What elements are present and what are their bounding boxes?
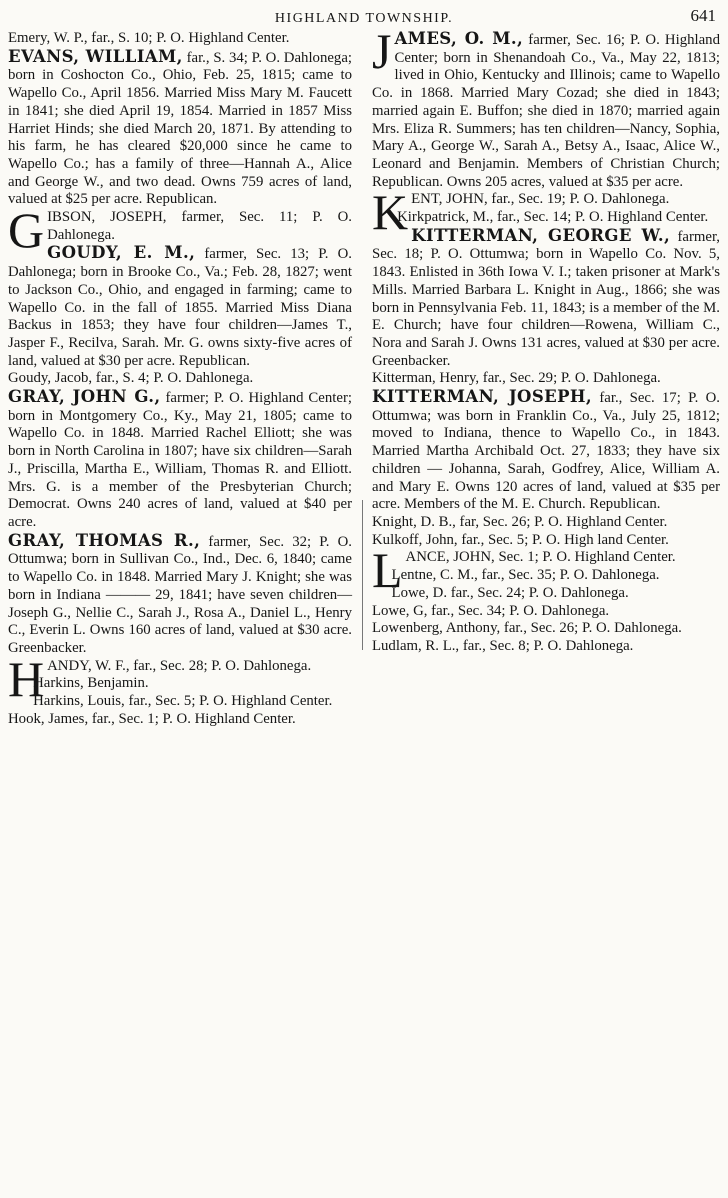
entry-text: Kirkpatrick, M., far., Sec. 14; P. O. Highland Center. — [397, 209, 709, 226]
entry-text: ANDY, W. F., far., Sec. 28; P. O. Dahlonega. — [47, 657, 312, 674]
entry-text: Kulkoff, John, far., Sec. 5; P. O. High land Center. — [372, 531, 669, 548]
biography-entry — [8, 244, 352, 370]
entry-text: Harkins, Louis, far., Sec. 5; P. O. Highland Center. — [33, 693, 333, 710]
entry-text: Hook, James, far., Sec. 1; P. O. Highland Center. — [8, 710, 296, 727]
biography-entry — [372, 388, 720, 514]
entry-name: GRAY, THOMAS R., — [8, 530, 201, 550]
directory-entry — [8, 30, 352, 48]
entry-text: IBSON, JOSEPH, farmer, Sec. 11; P. O. Dahlonega. — [47, 209, 352, 243]
biography-entry — [372, 227, 720, 371]
column-divider — [362, 500, 363, 650]
entry-name: AMES, O. M., — [394, 29, 524, 48]
entry-text: Goudy, Jacob, far., S. 4; P. O. Dahlonega. — [8, 370, 254, 387]
entry-name: GOUDY, E. M., — [47, 243, 196, 263]
entry-text: far., Sec. 17; P. O. Ottumwa; was born in Franklin Co., Va., July 25, 1812; moved to Indiana, thence to Wapello Co., in 1843. Married Martha Archibald Oct. 27, 1833; they have six children — Johanna, Sarah, Godfrey, Alice, William A. and Mary E. Owns 120 acres of land, valued at $35 per acre. Members of the M. E. Church. Republican. — [372, 390, 720, 513]
biography-entry — [8, 388, 352, 532]
entry-text: farmer, Sec. 16; P. O. Highland Center; born in Shenandoah Co., Va., May 22, 1813; lived in Ohio, Kentucky and Illinois; came to Wapello Co. in 1868. Married Mary Cozad; she died in 1843; married again E. Buffon; she died in 1870; married again Mrs. Eliza R. Summers; has ten children—Nancy, Sophia, Mary A., George W., Sarah A., Betsy A., Isaac, Alice W., Leonard and Benjamin. Members of Christian Church; Republican. Owns 205 acres, valued at $35 per acre. — [372, 32, 720, 190]
directory-entry — [372, 209, 720, 227]
directory-entry — [372, 370, 720, 388]
directory-entry — [8, 711, 352, 729]
entry-text: Harkins, Benjamin. — [33, 675, 149, 692]
drop-cap-letter: L — [372, 542, 403, 599]
entry-text: Lowe, G, far., Sec. 34; P. O. Dahlonega. — [372, 602, 610, 619]
entry-text: ENT, JOHN, far., Sec. 19; P. O. Dahlonega. — [411, 191, 670, 208]
entry-text: ANCE, JOHN, Sec. 1; P. O. Highland Center. — [405, 549, 676, 566]
directory-entry — [372, 567, 720, 585]
entry-text: Lowenberg, Anthony, far., Sec. 26; P. O. Dahlonega. — [372, 620, 682, 637]
directory-entry — [372, 620, 720, 638]
entry-text: farmer, Sec. 32; P. O. Ottumwa; born in Sullivan Co., Ind., Dec. 6, 1840; came to Wapello Co. in 1848. Married Mary J. Knight; she was born in Indiana ——— 29, 1841; have seven children—Joseph G., Nellie C., Sarah J., Rosa A., Daniel L., Henry C., Everin L. Owns 160 acres of land, valued at $30 acre. Greenbacker. — [8, 533, 352, 656]
drop-cap-letter: G — [8, 202, 45, 259]
entry-text: farmer, Sec. 18; P. O. Ottumwa; born in Wapello Co. Nov. 5, 1843. Enlisted in 36th Iowa V. I.; taken prisoner at Mark's Mills. Married Barbara L. Knight in Aug., 1866; she was born in Pennsylvania Feb. 11, 1843; is a member of the M. E. Church; have four children—Rowena, William C., Nora and Sarah J. Owns 131 acres, valued at $30 per acre. Greenbacker. — [372, 228, 720, 369]
entry-text: Lentne, C. M., far., Sec. 35; P. O. Dahlonega. — [391, 567, 660, 584]
directory-entry — [372, 638, 720, 656]
left-column — [8, 30, 352, 728]
running-head: HIGHLAND TOWNSHIP. — [274, 11, 454, 26]
entry-name: KITTERMAN, GEORGE W., — [411, 225, 671, 245]
entry-name: EVANS, WILLIAM, — [8, 46, 183, 66]
entry-name: GRAY, JOHN G., — [8, 387, 161, 407]
page-header — [8, 6, 720, 28]
directory-entry — [8, 370, 352, 388]
entry-text: far., S. 34; P. O. Dahlonega; born in Coshocton Co., Ohio, Feb. 25, 1815; came to Wapello Co., April 1856. Married Miss Mary M. Faucett in 1841; she died April 19, 1854. Married in 1857 Miss Harriet Hinds; she died March 20, 1871. By attending to his farm, he has cleared $20,000 since he came to Wapello Co.; has a family of three—Hannah A., Alice and George W., and two dead. Owns 759 acres of land, valued at $25 per acre. Republican. — [8, 49, 352, 208]
directory-entry — [8, 675, 352, 693]
biography-entry — [8, 532, 352, 658]
entry-text: Emery, W. P., far., S. 10; P. O. Highland Center. — [8, 30, 290, 46]
directory-entry — [372, 514, 720, 532]
entry-text: Ludlam, R. L., far., Sec. 8; P. O. Dahlonega. — [372, 637, 634, 654]
directory-entry — [372, 532, 720, 550]
entry-text: Kitterman, Henry, far., Sec. 29; P. O. Dahlonega. — [372, 370, 661, 387]
entry-text: Knight, D. B., far, Sec. 26; P. O. Highland Center. — [372, 513, 668, 530]
directory-entry — [372, 603, 720, 621]
drop-cap-letter: H — [8, 650, 45, 707]
entry-text: farmer; P. O. Highland Center; born in Montgomery Co., Ky., May 21, 1805; came to Wapello Co. in 1848. Married Rachel Elliott; she was born in North Carolina in 1807; have six children—Sarah J., Priscilla, Martha E., William, Thomas R. and Elliott. Mrs. G. is a member of the Presbyterian Church; Democrat. Owns 240 acres of land, valued at $40 per acre. — [8, 390, 352, 530]
directory-entry — [372, 585, 720, 603]
directory-entry — [8, 693, 352, 711]
two-column-body — [8, 23, 720, 728]
entry-text: Lowe, D. far., Sec. 24; P. O. Dahlonega. — [391, 584, 629, 601]
biography-entry — [8, 48, 352, 209]
drop-cap-letter: K — [372, 184, 409, 241]
entry-text: farmer, Sec. 13; P. O. Dahlonega; born in Brooke Co., Va.; Feb. 28, 1827; went to Jackson Co., Ohio, and engaged in farming; came to Wapello Co. in the fall of 1855. Married Miss Diana Backus in 1853; they have four children—James T., Jasper F., Recilva, Sarah. Mr. G. owns sixty-five acres of land, valued at $30 per acre. Republican. — [8, 246, 352, 369]
drop-cap-letter: J — [372, 23, 392, 79]
initial-entry — [372, 23, 720, 191]
entry-name: KITTERMAN, JOSEPH, — [372, 387, 593, 407]
right-column — [372, 23, 720, 728]
page-number: 641 — [690, 6, 716, 25]
